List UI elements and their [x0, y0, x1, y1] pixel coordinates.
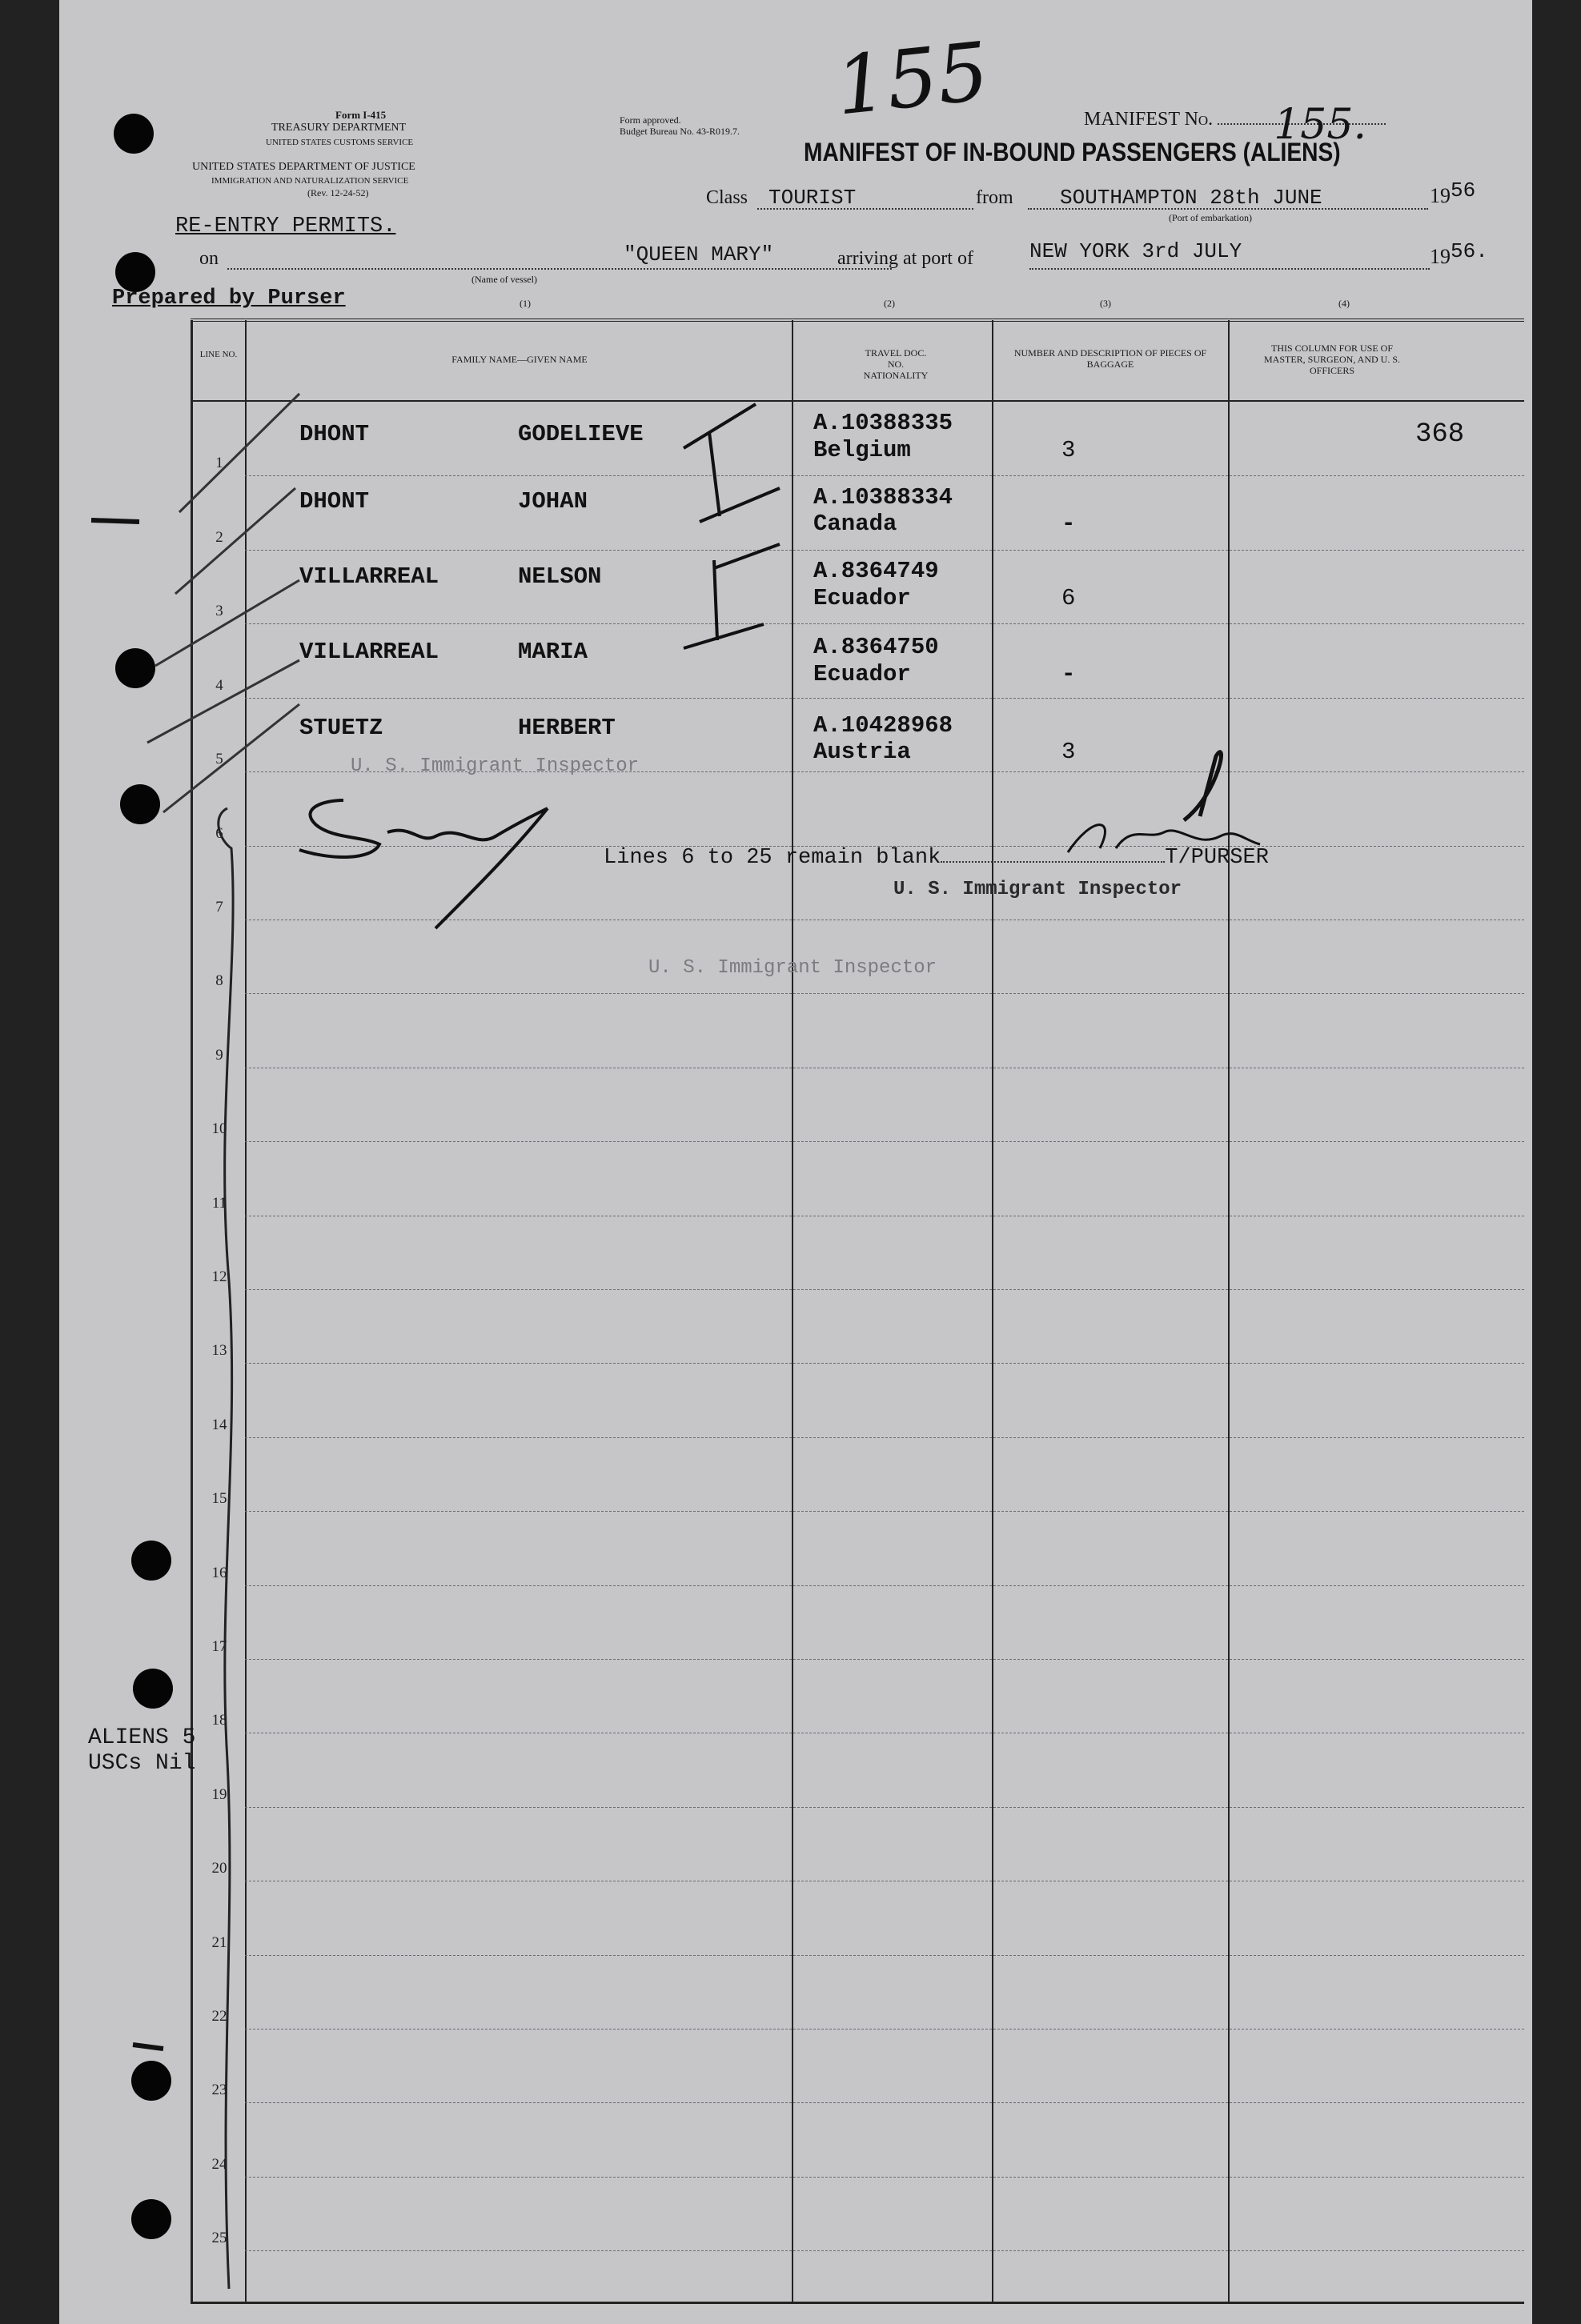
- nationality: Austria: [813, 739, 911, 765]
- line-number: 3: [215, 603, 223, 619]
- treasury-department: TREASURY DEPARTMENT: [271, 122, 407, 134]
- margin-mark: [91, 520, 139, 522]
- remain-blank-text: Lines 6 to 25 remain blank: [604, 846, 941, 870]
- arrival-year-value: 56.: [1451, 239, 1488, 263]
- pencil-stroke: [163, 704, 299, 812]
- row-rule: [245, 698, 1524, 699]
- inspector-signature: [299, 800, 548, 928]
- budget-bureau: Budget Bureau No. 43-R019.7.: [620, 126, 740, 137]
- family-name: STUETZ: [299, 715, 383, 741]
- nationality: Canada: [813, 511, 897, 537]
- manifest-title: MANIFEST OF IN-BOUND PASSENGERS (ALIENS): [804, 138, 1341, 166]
- line-number: 23: [211, 2082, 227, 2098]
- vessel-note: (Name of vessel): [471, 274, 537, 285]
- row-rule: [245, 1659, 1524, 1660]
- purser-signature-line: [941, 843, 1165, 863]
- nationality: Ecuador: [813, 585, 911, 611]
- from-year: [1430, 178, 1476, 209]
- immigrant-inspector-stamp: U. S. Immigrant Inspector: [351, 755, 640, 777]
- column-header-travel-doc: TRAVEL DOC. NO. NATIONALITY: [863, 347, 929, 381]
- punch-hole: [131, 2061, 171, 2101]
- line-number: 15: [211, 1490, 227, 1507]
- column-header-line-no: LINE NO.: [199, 350, 238, 359]
- baggage: 3: [1061, 739, 1076, 765]
- column-header-officers: THIS COLUMN FOR USE OF MASTER, SURGEON, AND U. S. OFFICERS: [1263, 343, 1401, 376]
- immigrant-inspector-stamp: U. S. Immigrant Inspector: [893, 879, 1182, 900]
- i-mark: [684, 404, 780, 522]
- vessel-value: "QUEEN MARY": [624, 242, 774, 266]
- class-value-field: [757, 182, 973, 210]
- table-left-border: [191, 320, 193, 2303]
- from-value-field: [1028, 182, 1428, 210]
- given-name: NELSON: [518, 563, 602, 590]
- nationality: Ecuador: [813, 661, 911, 687]
- row-rule: [245, 623, 1524, 624]
- header-bottom-rule: [191, 400, 1524, 402]
- remain-blank-note: [604, 843, 1269, 870]
- port-of-embarkation-note: (Port of embarkation): [1169, 212, 1252, 223]
- line-number: 22: [211, 2008, 227, 2025]
- line-number: 20: [211, 1860, 227, 1877]
- manifest-no-label-text: MANIFEST No.: [1084, 109, 1214, 130]
- from-label: from: [976, 187, 1013, 208]
- vessel-field: [227, 242, 892, 270]
- baggage: 6: [1061, 585, 1076, 611]
- margin-mark: [133, 2045, 163, 2049]
- line-number: 11: [211, 1195, 227, 1212]
- pencil-vertical-line: [219, 808, 233, 2289]
- check-mark: [1184, 752, 1222, 820]
- punch-hole: [131, 1541, 171, 1581]
- family-name: VILLARREAL: [299, 639, 439, 665]
- uscs-count: USCs Nil: [88, 1751, 196, 1776]
- customs-service: UNITED STATES CUSTOMS SERVICE: [266, 138, 414, 147]
- row-rule: [245, 475, 1524, 476]
- row-rule: [245, 1585, 1524, 1586]
- row-rule: [245, 2102, 1524, 2103]
- justice-department: UNITED STATES DEPARTMENT OF JUSTICE: [192, 161, 415, 173]
- aliens-count: ALIENS 5: [88, 1725, 196, 1750]
- line-number: 16: [211, 1565, 227, 1581]
- column-header-name: FAMILY NAME—GIVEN NAME: [451, 354, 588, 365]
- line-number: 4: [215, 677, 223, 694]
- line-number: 5: [215, 751, 223, 767]
- row-rule: [245, 2250, 1524, 2251]
- family-name: DHONT: [299, 421, 370, 447]
- baggage: -: [1061, 661, 1076, 687]
- class-value: TOURIST: [768, 186, 857, 210]
- given-name: MARIA: [518, 639, 588, 665]
- line-number: 7: [215, 899, 223, 916]
- on-label: on: [199, 248, 219, 269]
- form-approved: Form approved.: [620, 114, 681, 126]
- arrival-year-prefix: 19: [1430, 245, 1451, 268]
- travel-doc: A.8364750: [813, 634, 939, 660]
- punch-hole: [131, 2199, 171, 2239]
- punch-hole: [133, 1669, 173, 1709]
- line-number: 10: [211, 1120, 227, 1137]
- line-number: 19: [211, 1786, 227, 1803]
- line-number: 21: [211, 1934, 227, 1951]
- line-number: 17: [211, 1638, 227, 1655]
- column-number-3: (3): [1100, 298, 1111, 309]
- i-mark: [684, 544, 780, 648]
- punch-hole: [115, 648, 155, 688]
- arrival-year: [1430, 239, 1488, 270]
- family-name: VILLARREAL: [299, 563, 439, 590]
- column-header-baggage: NUMBER AND DESCRIPTION OF PIECES OF BAGGAGE: [1013, 347, 1207, 370]
- from-year-value: 56: [1451, 178, 1476, 202]
- travel-doc: A.10428968: [813, 712, 953, 739]
- row-rule: [245, 1955, 1524, 1956]
- from-value: SOUTHAMPTON 28th JUNE: [1060, 186, 1322, 210]
- nationality: Belgium: [813, 437, 911, 463]
- travel-doc: A.10388335: [813, 410, 953, 436]
- row-rule: [245, 1511, 1524, 1512]
- column-divider-line: [245, 320, 247, 2303]
- baggage: -: [1061, 511, 1076, 537]
- ins-name: IMMIGRATION AND NATURALIZATION SERVICE: [211, 176, 409, 186]
- line-number: 13: [211, 1342, 227, 1359]
- class-label: Class: [706, 187, 748, 208]
- revision-date: (Rev. 12-24-52): [307, 187, 369, 198]
- row-rule: [245, 2177, 1524, 2178]
- immigrant-inspector-stamp: U. S. Immigrant Inspector: [648, 957, 937, 979]
- line-number: 18: [211, 1712, 227, 1729]
- line-number: 12: [211, 1268, 227, 1285]
- given-name: HERBERT: [518, 715, 616, 741]
- line-number: 1: [215, 455, 223, 471]
- manifest-no-value: 155.: [1274, 101, 1366, 149]
- travel-doc: A.8364749: [813, 558, 939, 584]
- row-rule: [245, 550, 1524, 551]
- handwritten-page-number: 155: [831, 24, 993, 134]
- punch-hole: [120, 784, 160, 824]
- arriving-value-field: [1029, 239, 1430, 270]
- from-year-prefix: 19: [1430, 184, 1451, 207]
- family-name: DHONT: [299, 488, 370, 515]
- column-divider-name: [792, 320, 793, 2303]
- manifest-page: [59, 0, 1532, 2324]
- line-number: 9: [215, 1047, 223, 1064]
- line-number: 2: [215, 529, 223, 546]
- arriving-value: NEW YORK 3rd JULY: [1029, 239, 1242, 263]
- line-number: 6: [215, 825, 223, 842]
- punch-hole: [114, 114, 154, 154]
- row-rule: [245, 1363, 1524, 1364]
- line-number: 24: [211, 2156, 227, 2173]
- row-rule: [245, 1289, 1524, 1290]
- pencil-stroke: [175, 488, 295, 594]
- arriving-label: arriving at port of: [837, 248, 973, 269]
- column-divider-baggage: [1228, 320, 1230, 2303]
- table-bottom-rule: [191, 2302, 1524, 2304]
- pencil-stroke: [179, 394, 299, 512]
- travel-doc: A.10388334: [813, 484, 953, 511]
- row-rule: [245, 1141, 1524, 1142]
- row-rule: [245, 1437, 1524, 1438]
- row-rule: [245, 993, 1524, 994]
- given-name: JOHAN: [518, 488, 588, 515]
- reentry-permits: RE-ENTRY PERMITS.: [175, 214, 396, 238]
- pencil-stroke: [147, 660, 299, 743]
- purser-title: T/PURSER: [1165, 846, 1269, 870]
- manifest-no-label: [1084, 101, 1386, 149]
- table-top-rule: [191, 319, 1524, 322]
- column-number-4: (4): [1338, 298, 1350, 309]
- line-number: 8: [215, 972, 223, 989]
- column-number-2: (2): [884, 298, 895, 309]
- row-rule: [245, 1807, 1524, 1808]
- form-name: Form I-415: [335, 109, 387, 121]
- column-number-1: (1): [520, 298, 531, 309]
- given-name: GODELIEVE: [518, 421, 644, 447]
- officer-note: 368: [1415, 419, 1465, 450]
- column-divider-doc: [992, 320, 993, 2303]
- line-number: 25: [211, 2230, 227, 2246]
- line-number: 14: [211, 1416, 227, 1433]
- prepared-by: Prepared by Purser: [112, 286, 346, 311]
- baggage: 3: [1061, 437, 1076, 463]
